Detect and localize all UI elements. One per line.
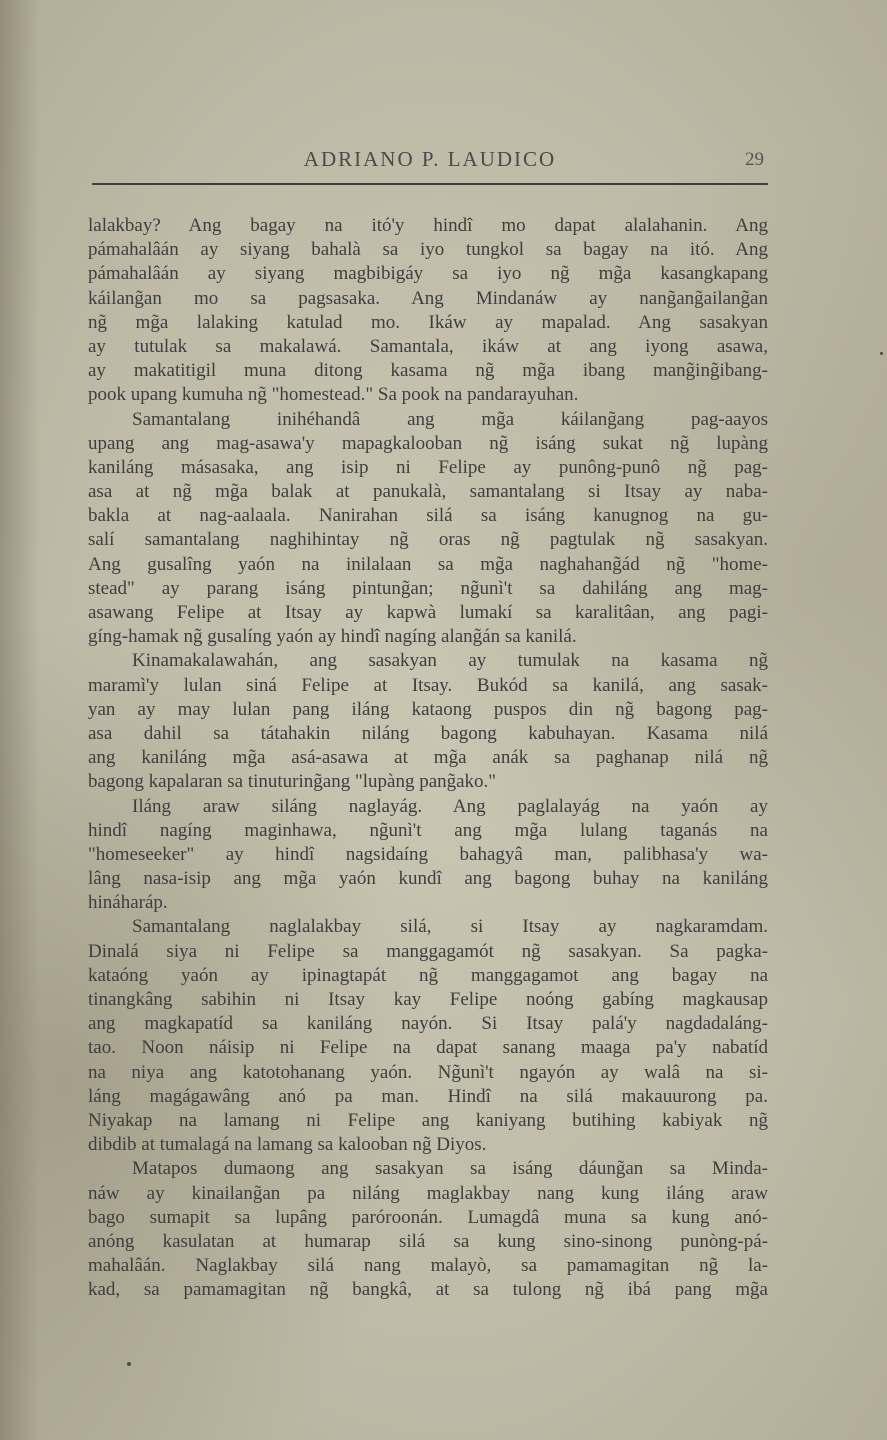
text-line: upang ang mag-asawa'y mapagkalooban ng̃ isáng sukat ng̃ lupàng [88, 432, 768, 454]
text-line: stead" ay parang isáng pintung̃an; ng̃unì't sa dahiláng ang mag- [88, 577, 768, 599]
text-line: bago sumapit sa lupâng paróroonán. Lumagdâ muna sa kung anó- [88, 1206, 768, 1228]
text-line: lâng nasa-isip ang mg̃a yaón kundî ang bagong buhay na kaniláng [88, 868, 768, 890]
page-shadow-edge [0, 0, 40, 1440]
text-line: ay tutulak sa makalawá. Samantala, ikáw at ang iyong asawa, [88, 335, 768, 357]
text-line: tao. Noon náisip ni Felipe na dapat sanang maaga pa'y nabatíd [88, 1037, 768, 1059]
text-line: náw ay kinailang̃an pa niláng maglakbay nang kung iláng araw [88, 1182, 768, 1204]
text-line: kataóng yaón ay ipinagtapát ng̃ manggagamot ang bagay na [88, 964, 768, 986]
text-line: pámahalâán ay siyang magbibigáy sa iyo ng̃ mg̃a kasangkapang [88, 263, 768, 285]
text-line: dibdib at tumalagá na lamang sa kalooban ng̃ Diyos. [88, 1134, 487, 1156]
text-line: láng magágawâng anó pa man. Hindî na silá makauurong pa. [88, 1085, 768, 1107]
text-line: Matapos dumaong ang sasakyan sa isáng dáung̃an sa Minda- [132, 1158, 768, 1180]
text-line: káilang̃an mo sa pagsasaka. Ang Mindanáw ay nang̃ang̃ailang̃an [88, 287, 768, 309]
text-line: mahalâán. Naglakbay silá nang malayò, sa pamamagitan ng̃ la- [88, 1255, 768, 1277]
text-line: asa at ng̃ mg̃a balak at panukalà, samantalang si Itsay ay naba- [88, 481, 768, 503]
text-line: kad, sa pamamagitan ng̃ bangkâ, at sa tulong ng̃ ibá pang mg̃a [88, 1279, 768, 1301]
text-line: yan ay may lulan pang iláng kataong puspos din ng̃ bagong pag- [88, 698, 768, 720]
text-line: ng̃ mg̃a lalaking katulad mo. Ikáw ay mapalad. Ang sasakyan [88, 311, 768, 333]
text-line: bagong kapalaran sa tinuturing̃ang "lupàng pang̃ako." [88, 771, 497, 793]
text-line: gíng-hamak ng̃ gusalíng yaón ay hindî nagíng alang̃án sa kanilá. [88, 626, 577, 648]
text-line: Dinalá siya ni Felipe sa manggagamót ng̃ sasakyan. Sa pagka- [88, 940, 768, 962]
text-line: hináharáp. [88, 892, 168, 914]
text-line: ang magkapatíd sa kaniláng nayón. Si Itsay palá'y nagdadaláng- [88, 1013, 768, 1035]
text-line: Ang gusalîng yaón na inilalaan sa mg̃a naghahang̃ád ng̃ "home- [88, 553, 768, 575]
page-header [92, 143, 768, 177]
header-rule [92, 183, 768, 185]
text-line: kaniláng másasaka, ang isip ni Felipe ay punông-punô ng̃ pag- [88, 456, 768, 478]
text-line: asawang Felipe at Itsay ay kapwà lumakí sa karalitâan, ang pagi- [88, 602, 768, 623]
text-line: Kinamakalawahán, ang sasakyan ay tumulak na kasama ng̃ [132, 650, 768, 672]
ink-speck [880, 352, 883, 355]
text-line: hindî nagíng maginhawa, ng̃unì't ang mg̃a lulang taganás na [88, 819, 768, 841]
text-line: ang kaniláng mg̃a asá-asawa at mg̃a anák sa paghanap nilá ng̃ [88, 747, 768, 769]
text-line: bakla at nag-aalaala. Nanirahan silá sa isáng kanugnog na gu- [88, 505, 768, 527]
text-line: Iláng araw siláng naglayág. Ang paglalayág na yaón ay [132, 795, 768, 817]
text-line: pook upang kumuha ng̃ "homestead." Sa pook na pandarayuhan. [88, 384, 579, 406]
text-line: pámahalâán ay siyang bahalà sa iyo tungkol sa bagay na itó. Ang [88, 239, 768, 261]
running-head: ADRIANO P. LAUDICO [303, 147, 557, 171]
text-line: Samantalang inihéhandâ ang mg̃a káilang̃ang pag-aayos [132, 408, 768, 430]
text-line: na niya ang katotohanang yaón. Ng̃unì't ngayón ay walâ na si- [88, 1061, 768, 1083]
text-line: maramì'y lulan siná Felipe at Itsay. Bukód sa kanilá, ang sasak- [88, 674, 768, 696]
text-line: ay makatitigil muna ditong kasama ng̃ mg̃a ibang mang̃ing̃ibang- [88, 360, 768, 382]
text-line: lalakbay? Ang bagay na itó'y hindî mo dapat alalahanin. Ang [88, 215, 768, 236]
text-line: salí samantalang naghihintay ng̃ oras ng̃ pagtulak ng̃ sasakyan. [88, 529, 768, 551]
text-line: anóng kasulatan at humarap silá sa kung sino-sinong punòng-pá- [88, 1230, 768, 1252]
text-line: tinangkâng sabihin ni Itsay kay Felipe noóng gabíng magkausap [88, 989, 768, 1010]
body-text [88, 214, 768, 1302]
text-line: "homeseeker" ay hindî nagsidaíng bahagyâ man, palibhasa'y wa- [88, 843, 768, 865]
text-line: asa dahil sa tátahakin niláng bagong kabuhayan. Kasama nilá [88, 722, 768, 744]
ink-speck [127, 1362, 131, 1366]
page-number: 29 [745, 149, 764, 170]
text-line: Niyakap na lamang ni Felipe ang kaniyang butihing kabiyak ng̃ [88, 1109, 768, 1131]
text-line: Samantalang naglalakbay silá, si Itsay ay nagkaramdam. [132, 916, 768, 938]
